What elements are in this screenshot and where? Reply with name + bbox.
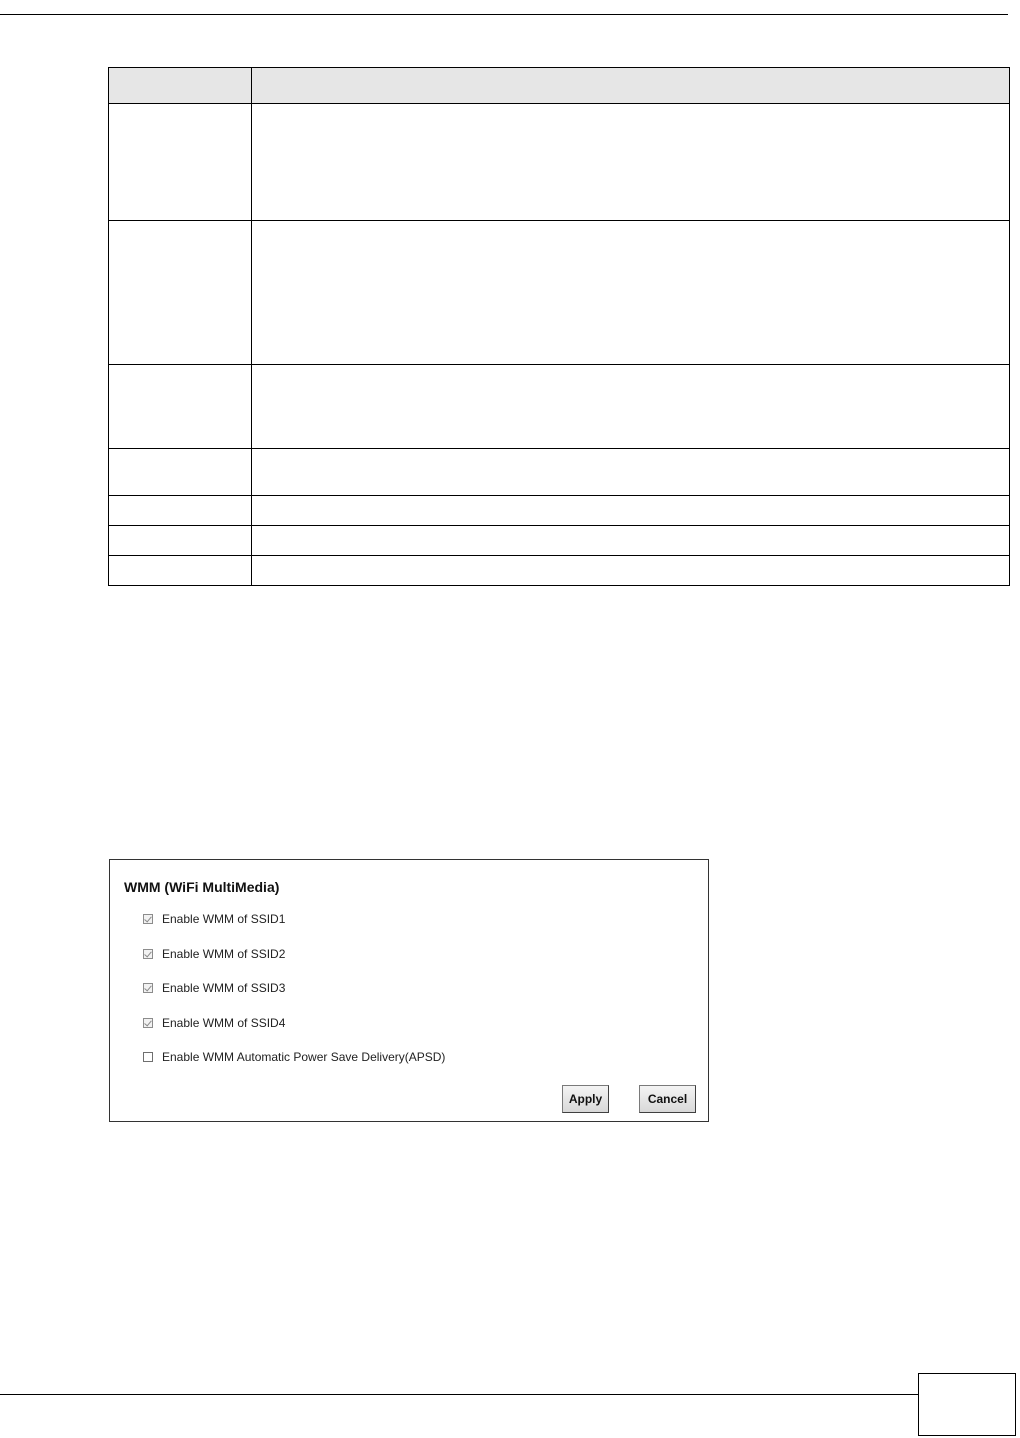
enable-wmm-ssid3-label: Enable WMM of SSID3 bbox=[162, 981, 286, 995]
wmm-settings-panel bbox=[109, 859, 709, 1122]
table-row bbox=[109, 104, 1010, 221]
table-cell-description bbox=[252, 365, 1010, 449]
enable-wmm-ssid1-option bbox=[143, 911, 285, 927]
table-cell-description bbox=[252, 221, 1010, 365]
table-cell-description bbox=[252, 526, 1010, 556]
table-row bbox=[109, 496, 1010, 526]
enable-wmm-ssid1-checkbox[interactable] bbox=[143, 914, 153, 924]
table-row bbox=[109, 556, 1010, 586]
footer-rule bbox=[0, 1394, 918, 1395]
enable-wmm-apsd-label: Enable WMM Automatic Power Save Delivery(APSD) bbox=[162, 1050, 446, 1064]
table-header-description-cell bbox=[252, 68, 1010, 104]
enable-wmm-ssid3-option bbox=[143, 980, 285, 996]
table-cell-description bbox=[252, 556, 1010, 586]
enable-wmm-ssid4-checkbox[interactable] bbox=[143, 1018, 153, 1028]
apply-button[interactable]: Apply bbox=[562, 1085, 609, 1113]
table-cell-description bbox=[252, 104, 1010, 221]
table-cell-label bbox=[109, 449, 252, 496]
table-header-row bbox=[109, 68, 1010, 104]
enable-wmm-ssid4-label: Enable WMM of SSID4 bbox=[162, 1016, 286, 1030]
enable-wmm-ssid2-label: Enable WMM of SSID2 bbox=[162, 947, 286, 961]
table-cell-description bbox=[252, 449, 1010, 496]
enable-wmm-ssid2-option bbox=[143, 946, 285, 962]
description-table bbox=[108, 67, 1010, 586]
table-cell-label bbox=[109, 104, 252, 221]
table-row bbox=[109, 221, 1010, 365]
header-rule bbox=[0, 14, 1008, 15]
enable-wmm-ssid2-checkbox[interactable] bbox=[143, 949, 153, 959]
enable-wmm-apsd-option bbox=[143, 1049, 445, 1065]
table-cell-label bbox=[109, 496, 252, 526]
enable-wmm-ssid3-checkbox[interactable] bbox=[143, 983, 153, 993]
cancel-button[interactable]: Cancel bbox=[639, 1085, 696, 1113]
enable-wmm-ssid1-label: Enable WMM of SSID1 bbox=[162, 912, 286, 926]
enable-wmm-ssid4-option bbox=[143, 1015, 285, 1031]
panel-title: WMM (WiFi MultiMedia) bbox=[124, 879, 280, 895]
table-row bbox=[109, 449, 1010, 496]
table-cell-label bbox=[109, 365, 252, 449]
table-cell-label bbox=[109, 526, 252, 556]
table-cell-label bbox=[109, 556, 252, 586]
table-cell-label bbox=[109, 221, 252, 365]
table-header-label-cell bbox=[109, 68, 252, 104]
page-number-box bbox=[918, 1373, 1016, 1436]
table-cell-description bbox=[252, 496, 1010, 526]
table-row bbox=[109, 526, 1010, 556]
table-row bbox=[109, 365, 1010, 449]
enable-wmm-apsd-checkbox[interactable] bbox=[143, 1052, 153, 1062]
